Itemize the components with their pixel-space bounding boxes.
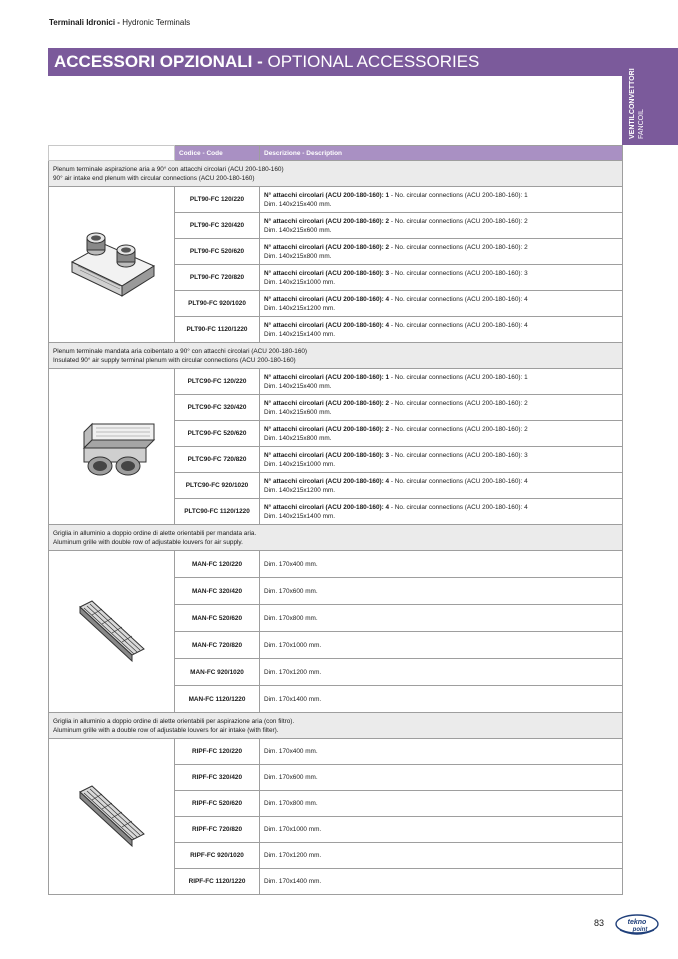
- table-row: [49, 187, 623, 213]
- product-code: PLTC90-FC 320/420: [175, 395, 260, 421]
- description-italian: N° attacchi circolari (ACU 200-180-160): 4: [264, 503, 390, 511]
- group-title-it: Griglia in alluminio a doppio ordine di alette orientabili per aspirazione aria (con filtro).: [53, 717, 295, 725]
- breadcrumb-section: Terminali Idronici -: [49, 18, 120, 27]
- dimension-line: Dim. 140x215x1200 mm.: [264, 486, 336, 494]
- description-italian: N° attacchi circolari (ACU 200-180-160): 4: [264, 321, 390, 329]
- product-description: [260, 317, 623, 343]
- group-title-en: Insulated 90° air supply terminal plenum with circular connections (ACU 200-180-160): [53, 356, 296, 364]
- table-row: [49, 551, 623, 578]
- side-tab-sublabel: FANCOIL: [638, 109, 645, 139]
- product-description: Dim. 170x800 mm.: [260, 605, 623, 632]
- product-code: MAN-FC 720/820: [175, 632, 260, 659]
- description-italian: N° attacchi circolari (ACU 200-180-160): 1: [264, 191, 390, 199]
- product-code: RIPF-FC 920/1020: [175, 843, 260, 869]
- product-image-cell: [49, 551, 175, 713]
- grille-supply-icon: [72, 591, 152, 671]
- page-title: [48, 48, 622, 76]
- description-line: [264, 504, 528, 511]
- product-description: [260, 239, 623, 265]
- product-code: MAN-FC 120/220: [175, 551, 260, 578]
- dimension-line: Dim. 140x215x1400 mm.: [264, 512, 336, 520]
- group-title-it: Griglia in alluminio a doppio ordine di alette orientabili per mandata aria.: [53, 529, 257, 537]
- page-title-english: OPTIONAL ACCESSORIES: [267, 52, 480, 71]
- description-italian: N° attacchi circolari (ACU 200-180-160): 3: [264, 269, 390, 277]
- product-description: Dim. 170x400 mm.: [260, 739, 623, 765]
- product-code: RIPF-FC 320/420: [175, 765, 260, 791]
- tekno-point-logo: [614, 912, 660, 938]
- header-description: Descrizione - Description: [260, 146, 623, 161]
- dimension-line: Dim. 140x215x1000 mm.: [264, 460, 336, 468]
- product-code: PLTC90-FC 120/220: [175, 369, 260, 395]
- description-italian: N° attacchi circolari (ACU 200-180-160): 1: [264, 373, 390, 381]
- product-code: PLT90-FC 320/420: [175, 213, 260, 239]
- product-code: RIPF-FC 1120/1220: [175, 869, 260, 895]
- product-description: Dim. 170x1200 mm.: [260, 659, 623, 686]
- product-code: MAN-FC 1120/1220: [175, 686, 260, 713]
- description-english: - No. circular connections (ACU 200-180-160): 3: [389, 451, 528, 459]
- plenum-intake-icon: [62, 224, 162, 304]
- table-header-row: [49, 146, 623, 161]
- group-header-row: [49, 525, 623, 551]
- accessories-table: [48, 145, 623, 895]
- product-description: Dim. 170x800 mm.: [260, 791, 623, 817]
- description-line: [264, 374, 528, 381]
- product-code: PLT90-FC 920/1020: [175, 291, 260, 317]
- dimension-line: Dim. 140x215x1000 mm.: [264, 278, 336, 286]
- product-description: [260, 291, 623, 317]
- description-english: - No. circular connections (ACU 200-180-160): 2: [389, 243, 528, 251]
- product-description: Dim. 170x1200 mm.: [260, 843, 623, 869]
- section-side-tab: [622, 48, 678, 145]
- logo-text-tekno: tekno: [627, 919, 647, 926]
- description-english: - No. circular connections (ACU 200-180-160): 2: [389, 399, 528, 407]
- description-line: [264, 426, 528, 433]
- description-english: - No. circular connections (ACU 200-180-160): 2: [389, 217, 528, 225]
- product-description: Dim. 170x600 mm.: [260, 765, 623, 791]
- dimension-line: Dim. 140x215x1400 mm.: [264, 330, 336, 338]
- side-tab-text: [628, 68, 646, 139]
- description-line: [264, 192, 528, 199]
- description-italian: N° attacchi circolari (ACU 200-180-160): 4: [264, 477, 390, 485]
- breadcrumb: [49, 18, 190, 27]
- description-italian: N° attacchi circolari (ACU 200-180-160): 2: [264, 217, 390, 225]
- description-english: - No. circular connections (ACU 200-180-160): 3: [389, 269, 528, 277]
- product-code: MAN-FC 520/620: [175, 605, 260, 632]
- description-english: - No. circular connections (ACU 200-180-160): 1: [389, 191, 528, 199]
- product-code: PLTC90-FC 520/620: [175, 421, 260, 447]
- product-code: PLT90-FC 720/820: [175, 265, 260, 291]
- product-description: [260, 369, 623, 395]
- dimension-line: Dim. 140x215x600 mm.: [264, 408, 332, 416]
- product-description: [260, 473, 623, 499]
- product-code: PLT90-FC 1120/1220: [175, 317, 260, 343]
- group-title: [49, 713, 623, 739]
- dimension-line: Dim. 140x215x800 mm.: [264, 434, 332, 442]
- product-code: MAN-FC 320/420: [175, 578, 260, 605]
- product-image-cell: [49, 739, 175, 895]
- logo-text-point: point: [632, 927, 648, 933]
- group-title: [49, 343, 623, 369]
- product-code: PLT90-FC 120/220: [175, 187, 260, 213]
- description-italian: N° attacchi circolari (ACU 200-180-160): 2: [264, 399, 390, 407]
- description-italian: N° attacchi circolari (ACU 200-180-160): 3: [264, 451, 390, 459]
- description-english: - No. circular connections (ACU 200-180-160): 2: [389, 425, 528, 433]
- product-image-cell: [49, 369, 175, 525]
- description-english: - No. circular connections (ACU 200-180-160): 1: [389, 373, 528, 381]
- group-header-row: [49, 713, 623, 739]
- product-description: [260, 187, 623, 213]
- description-italian: N° attacchi circolari (ACU 200-180-160): 2: [264, 243, 390, 251]
- group-title-it: Plenum terminale mandata aria coibentato a 90° con attacchi circolari (ACU 200-180-160): [53, 347, 308, 355]
- product-code: PLTC90-FC 1120/1220: [175, 499, 260, 525]
- product-description: [260, 447, 623, 473]
- description-line: [264, 296, 528, 303]
- product-code: RIPF-FC 720/820: [175, 817, 260, 843]
- group-title: [49, 525, 623, 551]
- description-line: [264, 478, 528, 485]
- product-description: Dim. 170x600 mm.: [260, 578, 623, 605]
- description-line: [264, 322, 528, 329]
- dimension-line: Dim. 140x215x1200 mm.: [264, 304, 336, 312]
- product-code: PLT90-FC 520/620: [175, 239, 260, 265]
- product-description: [260, 395, 623, 421]
- group-header-row: [49, 343, 623, 369]
- product-description: [260, 421, 623, 447]
- product-code: RIPF-FC 120/220: [175, 739, 260, 765]
- product-description: Dim. 170x400 mm.: [260, 551, 623, 578]
- product-description: [260, 265, 623, 291]
- table-row: [49, 369, 623, 395]
- product-code: RIPF-FC 520/620: [175, 791, 260, 817]
- dimension-line: Dim. 140x215x600 mm.: [264, 226, 332, 234]
- product-description: Dim. 170x1000 mm.: [260, 817, 623, 843]
- product-description: Dim. 170x1400 mm.: [260, 869, 623, 895]
- product-code: PLTC90-FC 720/820: [175, 447, 260, 473]
- description-line: [264, 218, 528, 225]
- group-title: [49, 161, 623, 187]
- product-code: MAN-FC 920/1020: [175, 659, 260, 686]
- dimension-line: Dim. 140x215x800 mm.: [264, 252, 332, 260]
- group-title-it: Plenum terminale aspirazione aria a 90° con attacchi circolari (ACU 200-180-160): [53, 165, 284, 173]
- description-italian: N° attacchi circolari (ACU 200-180-160): 4: [264, 295, 390, 303]
- product-description: Dim. 170x1400 mm.: [260, 686, 623, 713]
- product-description: Dim. 170x1000 mm.: [260, 632, 623, 659]
- side-tab-label: VENTILCONVETTORI: [629, 68, 636, 139]
- product-code: PLTC90-FC 920/1020: [175, 473, 260, 499]
- description-italian: N° attacchi circolari (ACU 200-180-160): 2: [264, 425, 390, 433]
- description-english: - No. circular connections (ACU 200-180-160): 4: [389, 503, 528, 511]
- breadcrumb-subsection: Hydronic Terminals: [122, 18, 191, 27]
- description-english: - No. circular connections (ACU 200-180-160): 4: [389, 477, 528, 485]
- header-blank-cell: [49, 146, 175, 161]
- group-title-en: Aluminum grille with double row of adjustable louvers for air supply.: [53, 538, 243, 546]
- description-line: [264, 400, 528, 407]
- page-number: 83: [594, 918, 605, 928]
- dimension-line: Dim. 140x215x400 mm.: [264, 200, 332, 208]
- product-description: [260, 213, 623, 239]
- header-code: Codice - Code: [175, 146, 260, 161]
- group-title-en: 90° air intake end plenum with circular connections (ACU 200-180-160): [53, 174, 255, 182]
- grille-intake-icon: [72, 776, 152, 856]
- dimension-line: Dim. 140x215x400 mm.: [264, 382, 332, 390]
- group-header-row: [49, 161, 623, 187]
- description-line: [264, 452, 528, 459]
- description-english: - No. circular connections (ACU 200-180-160): 4: [389, 295, 528, 303]
- table-row: [49, 739, 623, 765]
- description-line: [264, 244, 528, 251]
- description-english: - No. circular connections (ACU 200-180-160): 4: [389, 321, 528, 329]
- product-image-cell: [49, 187, 175, 343]
- plenum-supply-icon: [62, 406, 162, 486]
- product-description: [260, 499, 623, 525]
- group-title-en: Aluminum grille with a double row of adjustable louvers for air intake (with filter).: [53, 726, 279, 734]
- page-title-italian: ACCESSORI OPZIONALI -: [54, 52, 263, 71]
- description-line: [264, 270, 528, 277]
